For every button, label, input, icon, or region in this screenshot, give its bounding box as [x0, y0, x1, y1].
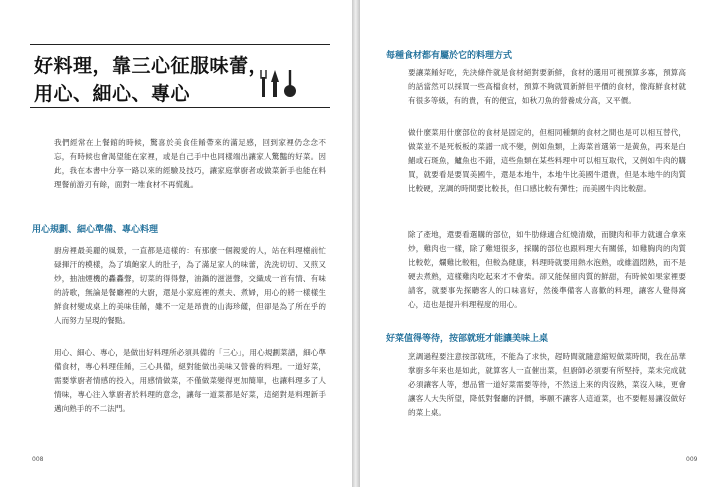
body-paragraph-4: 做什麼菜用什麼部位的食材是固定的，但相同種類的食材之間也是可以相互替代，做菜並不是死板板的菜譜一成不變，例如魚類，上海菜首選第一是黃魚，再來是白鯧或石斑魚，鱸魚也不錯，這些魚類在某些料理中可以相互取代，又例如牛肉的購買，就要看是要買美國牛，還是本地牛，本地牛比美國牛還貴，但是本地牛的肉質比較硬，烹調的時間要比較長，但口感比較有彈性；而美國牛肉比較甜。 [408, 128, 686, 193]
section-heading: 用心規劃、細心準備、專心料理 [32, 225, 159, 235]
left-page [0, 0, 352, 487]
chapter-title-line-2: 用心、細心、專心 [34, 83, 191, 105]
heading-patience: 好菜值得等待，按部就班才能讓美味上桌 [386, 334, 549, 344]
chapter-title-line-1: 好料理，靠三心征服味蕾， [34, 55, 269, 77]
body-paragraph-3: 要讓菜餚好吃，先決條件就是食材絕對要新鮮，食材的選用可視預算多寡，預算高的話當然可以採買一些高檔食材，預算不夠就買新鮮但平價的食材，像海鮮食材就有很多等級，有的貴，有的便宜，如秋刀魚的營養成分高，又平價。 [408, 68, 686, 105]
body-paragraph-2: 用心、細心、專心，是做出好料理所必須具備的「三心」，用心規劃菜譜，細心準備食材，專心料理佳餚，三心具備，絕對能做出美味又營養的料理。一道好菜，需要掌廚者情感的投入，用感情做菜，不僅做菜變得更加簡單，也讓料理多了人情味，專心注入掌廚者於料理的意念，讓每一道菜都是好菜，這絕對是料理新手邁向熟手的不二法門。 [54, 348, 326, 413]
body-paragraph-1: 廚房裡最美麗的風景，一直都是這樣的：有那麼一個親愛的人，站在料理檯前忙碌揮汗的模樣，為了填飽家人的肚子，為了滿足家人的味蕾，洗洗切切、又煎又炒，抽油煙機的轟轟聲，切菜的得得聲，油鍋的滋滋聲，交織成一首有情、有味的詩歌，無論是餐廳裡的大廚，還是小家庭裡的煮夫、煮婦，用心的將一樣樣生鮮食材變成桌上的美味佳餚，雖不一定是昂貴的山海珍饈，但卻是為了所在乎的人而努力呈現的餐點。 [54, 246, 326, 325]
page-number: 009 [686, 456, 698, 463]
kitchen-utensils-icon [260, 69, 300, 99]
right-page [360, 0, 720, 487]
body-paragraph-5: 除了產地，還要看選購的部位，如牛肋條適合紅燒清燉，而腱肉和菲力就適合拿來炒，雞肉也一樣，除了雞翅很多，採購的部位也跟料理大有關係，如雞胸肉的肉質比較乾，爛雞比較粗，但較為健康，料理時就要用熱水泡熟，或維溫悶熟，而不是硬去煮熟，這樣雞肉吃起來才不會柴。卻又能保留肉質的鮮甜，有時候如果家裡要請客，就要事先探聽客人的口味喜好，然後準備客人喜歡的料理，讓客人覺得窩心，這也是提升料理程度的用心。 [408, 230, 686, 309]
page-number: 008 [32, 456, 44, 463]
intro-paragraph: 我們經常在上餐館的時候，驚喜於美食佳餚帶來的滿足感，回到家裡仍念念不忘，有時候也會渴望能在家裡，或是自己手中也同樣端出讓家人驚豔的好菜。因此，我在本書中分享一路以來的經驗及技巧，讓家庭掌廚者或做菜新手也能在料理餐前游刃有餘，面對一堆食材不再慌亂。 [54, 138, 326, 189]
book-spine [352, 0, 360, 487]
body-paragraph-6: 烹調過程要注意按部就班，不能為了求快，趕時間就隨意縮短做菜時間，我在品華掌廚多年來也是如此，就算客人一直催出菜，但廚師必須要有所堅持，菜未完成就必須讓客人等，想品嘗一道好菜需要等待，不然送上來的肉沒熟，菜沒入味，更會讓客人大失所望，降低對餐廳的評價，寧願不讓客人這道菜，也不要輕易讓沒做好的菜上桌。 [408, 352, 686, 417]
heading-ingredients: 每種食材都有屬於它的料理方式 [386, 51, 513, 61]
